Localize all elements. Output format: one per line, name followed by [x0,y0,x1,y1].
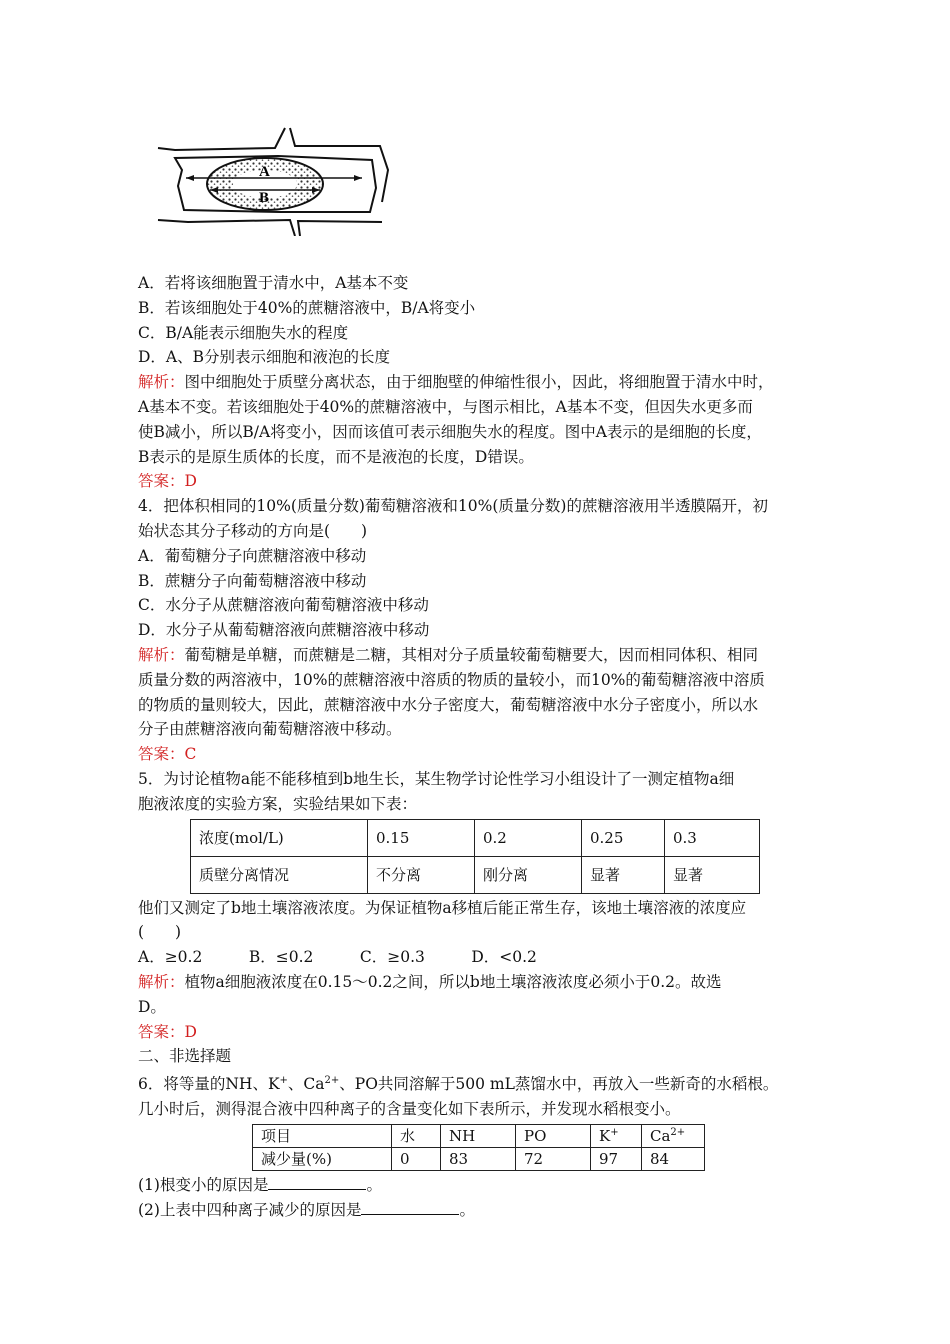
q3-analysis-line-1: 解析：图中细胞处于质壁分离状态，由于细胞壁的伸缩性很小，因此，将细胞置于清水中时， [138,373,774,392]
table-cell: K+ [591,1124,642,1147]
q6-sub1: (1)根变小的原因是 。 [138,1175,382,1194]
q4-stem-1: 4．把体积相同的10%(质量分数)葡萄糖溶液和10%(质量分数)的蔗糖溶液用半透膜隔开，初 [138,497,768,516]
label-a: A [259,164,270,180]
q6-table [252,1124,705,1171]
q4-option-a: A．葡萄糖分子向蔗糖溶液中移动 [138,546,367,565]
analysis-label: 解析： [138,972,185,991]
q5-analysis-line-2: D。 [138,997,166,1016]
q4-analysis-line-1: 解析：葡萄糖是单糖，而蔗糖是二糖，其相对分子质量较葡萄糖要大，因而相同体积、相同 [138,645,759,664]
table-cell: 0.15 [368,819,475,856]
table-cell: 0.25 [582,819,665,856]
cell-diagram-svg [150,126,400,236]
q3-answer: 答案：D [138,472,197,491]
q3-option-a: A．若将该细胞置于清水中，A基本不变 [138,274,409,292]
table-cell: 刚分离 [475,856,582,893]
table-cell: 72 [516,1147,591,1170]
q6-stem-2: 几小时后，测得混合液中四种离子的含量变化如下表所示，并发现水稻根变小。 [138,1100,681,1119]
q3-analysis-line-2: A基本不变。若该细胞处于40%的蔗糖溶液中，与图示相比，A基本不变，但因失水更多而 [138,397,753,416]
q5-stem-1: 5．为讨论植物a能不能移植到b地生长，某生物学讨论性学习小组设计了一测定植物a细 [138,769,735,788]
cell-diagram [150,126,400,236]
table-cell: 减少量(%) [253,1147,392,1170]
table-cell: 84 [642,1147,705,1170]
table-row [253,1147,705,1170]
label-b: B [259,190,270,206]
table-cell: 显著 [665,856,760,893]
table-cell: 项目 [253,1124,392,1147]
document-body [138,271,820,1222]
q5-after-1: 他们又测定了b地土壤溶液浓度。为保证植物a移植后能正常生存，该地土壤溶液的浓度应 [138,898,747,917]
analysis-label: 解析： [138,645,185,664]
q5-analysis-line-1: 解析：植物a细胞液浓度在0.15～0.2之间，所以b地土壤溶液浓度必须小于0.2。故选 [138,972,722,991]
table-cell: NH [441,1124,516,1147]
table-cell: PO [516,1124,591,1147]
answer-blank[interactable] [268,1175,366,1190]
q5-table [190,819,760,894]
q6-sub2: (2)上表中四种离子减少的原因是 。 [138,1200,475,1219]
q4-analysis-line-4: 分子由蔗糖溶液向葡萄糖溶液中移动。 [138,720,402,739]
q4-option-c: C．水分子从蔗糖溶液向葡萄糖溶液中移动 [138,596,429,615]
table-cell: 质壁分离情况 [191,856,368,893]
table-cell: 水 [392,1124,441,1147]
table-cell: 0 [392,1147,441,1170]
table-cell: 显著 [582,856,665,893]
table-cell: 0.3 [665,819,760,856]
q3-analysis-line-4: B表示的是原生质体的长度，而不是液泡的长度，D错误。 [138,447,534,466]
table-cell: 97 [591,1147,642,1170]
q5-options: A．≥0.2 B．≤0.2 C．≥0.3 D．<0.2 [138,948,537,967]
section-heading: 二、非选择题 [138,1047,232,1066]
table-cell: $Ca^{2+}$ [642,1124,705,1147]
q4-analysis-line-3: 的物质的量则较大，因此，蔗糖溶液中水分子密度大，葡萄糖溶液中水分子密度小，所以水 [138,695,759,714]
q4-stem-2: 始状态其分子移动的方向是( ) [138,521,368,540]
q4-option-b: B．蔗糖分子向葡萄糖溶液中移动 [138,571,367,590]
table-cell: 83 [441,1147,516,1170]
q3-option-d: D．A、B分别表示细胞和液泡的长度 [138,348,391,367]
analysis-label: 解析： [138,373,185,392]
table-cell: 0.2 [475,819,582,856]
q3-option-b: B．若该细胞处于40%的蔗糖溶液中，B/A将变小 [138,298,476,317]
q4-answer: 答案：C [138,745,197,764]
table-row [191,819,760,856]
q3-option-c: C．B/A能表示细胞失水的程度 [138,323,349,342]
table-cell: 浓度(mol/L) [191,819,368,856]
q4-option-d: D．水分子从葡萄糖溶液向蔗糖溶液中移动 [138,621,430,640]
table-row [191,856,760,893]
q5-stem-2: 胞液浓度的实验方案，实验结果如下表： [138,794,418,813]
answer-blank[interactable] [361,1200,459,1215]
table-row [253,1124,705,1147]
table-cell: 不分离 [368,856,475,893]
q5-after-2: ( ) [138,923,182,942]
q3-analysis-line-3: 使B减小，所以B/A将变小，因而该值可表示细胞失水的程度。图中A表示的是细胞的长度， [138,422,762,441]
q5-answer: 答案：D [138,1022,197,1041]
q4-analysis-line-2: 质量分数的两溶液中，10%的蔗糖溶液中溶质的物质的量较小，而10%的葡萄糖溶液中溶质 [138,670,765,689]
q6-stem-1: 6．将等量的NH、K+、$Ca^{2+}$、PO共同溶解于500 mL蒸馏水中，再放入一些新奇的水稻根。 [138,1075,779,1094]
